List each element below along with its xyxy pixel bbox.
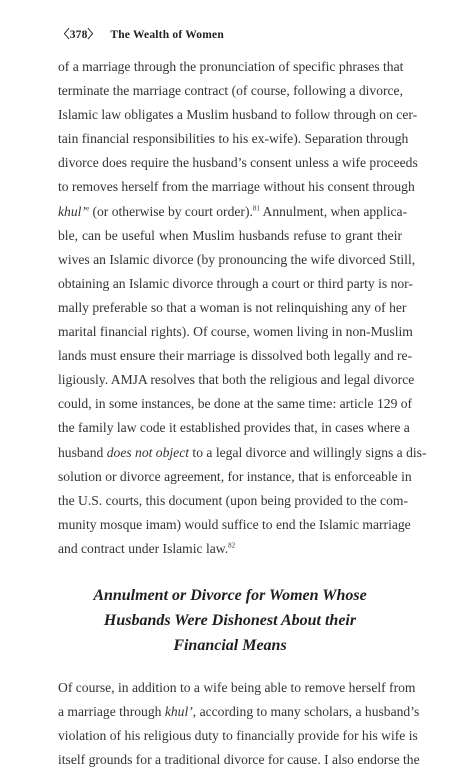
text-line: husband does not object to a legal divorce and willingly signs a dis- [58, 444, 427, 460]
text-line: tain financial responsibilities to his ex-wife). Separation through [58, 131, 409, 147]
text-line: could, in some instances, be done at the same time: article 129 of [58, 396, 413, 412]
text-line: violation of his religious duty to financially provide for his wife is [58, 728, 418, 744]
text-line: terminate the marriage contract (of course, following a divorce, [58, 83, 403, 99]
text-line: of a marriage through the pronunciation of specific phrases that [58, 59, 404, 74]
text-line: solution or divorce agreement, for instance, that is enforceable in [58, 468, 412, 484]
book-title: The Wealth of Women [110, 29, 224, 41]
text-line: the family law code it established provides that, in cases where a [58, 420, 410, 436]
page-number: 〈378〉 [58, 29, 100, 41]
book-page [58, 26, 427, 772]
footnote-ref-81: 81 [252, 204, 260, 213]
text-line: and contract under Islamic law.$^{82}$ [58, 540, 236, 556]
italic-term-khul: khul’ [164, 704, 193, 720]
text-line: obtaining an Islamic divorce through a court or third party is nor- [58, 275, 413, 291]
text-line: Of course, in addition to a wife being able to remove herself from [58, 679, 416, 695]
running-head [58, 26, 402, 42]
text-line: marital financial rights). Of course, women living in non-Muslim [58, 324, 413, 340]
text-line: lands must ensure their marriage is dissolved both legally and re- [58, 348, 413, 364]
section-heading: Annulment or Divorce for Women Whose Husbands Were Dishonest About their Financial Means [93, 586, 367, 654]
body-paragraph-1 [58, 55, 427, 561]
text-line: Islamic law obligates a Muslim husband to follow through on cer- [58, 107, 418, 123]
italic-phrase: does not object [106, 444, 190, 460]
text-line: wives an Islamic divorce (by pronouncing the wife divorced Still, [58, 251, 416, 267]
text-line: divorce does require the husband’s consent unless a wife proceeds [58, 155, 418, 171]
text-line: ligiously. AMJA resolves that both the religious and legal divorce [58, 372, 415, 388]
italic-term-khul: khul’ [58, 203, 86, 219]
text-line: khul’$^e$ (or otherwise by court order).$^{81}$ Annulment, when applica- [58, 203, 408, 219]
text-line: mally preferable so that a woman is not relinquishing any of her [58, 299, 407, 315]
text-line: ble, can be useful when Muslim husbands refuse to grant their [58, 227, 402, 243]
text-line: itself grounds for a traditional divorce for cause. I also endorse the [58, 752, 420, 768]
text-line: munity mosque imam) would suffice to end the Islamic marriage [58, 516, 411, 532]
text-line: a marriage through khul’, according to many scholars, a husband’s [58, 704, 420, 720]
superscript-e: e [85, 204, 90, 213]
body-paragraph-2 [58, 676, 420, 772]
text-line: to removes herself from the marriage without his consent through [58, 179, 415, 195]
text-line: the U.S. courts, this document (upon being provided to the com- [58, 492, 408, 508]
footnote-ref-82: 82 [228, 541, 236, 550]
